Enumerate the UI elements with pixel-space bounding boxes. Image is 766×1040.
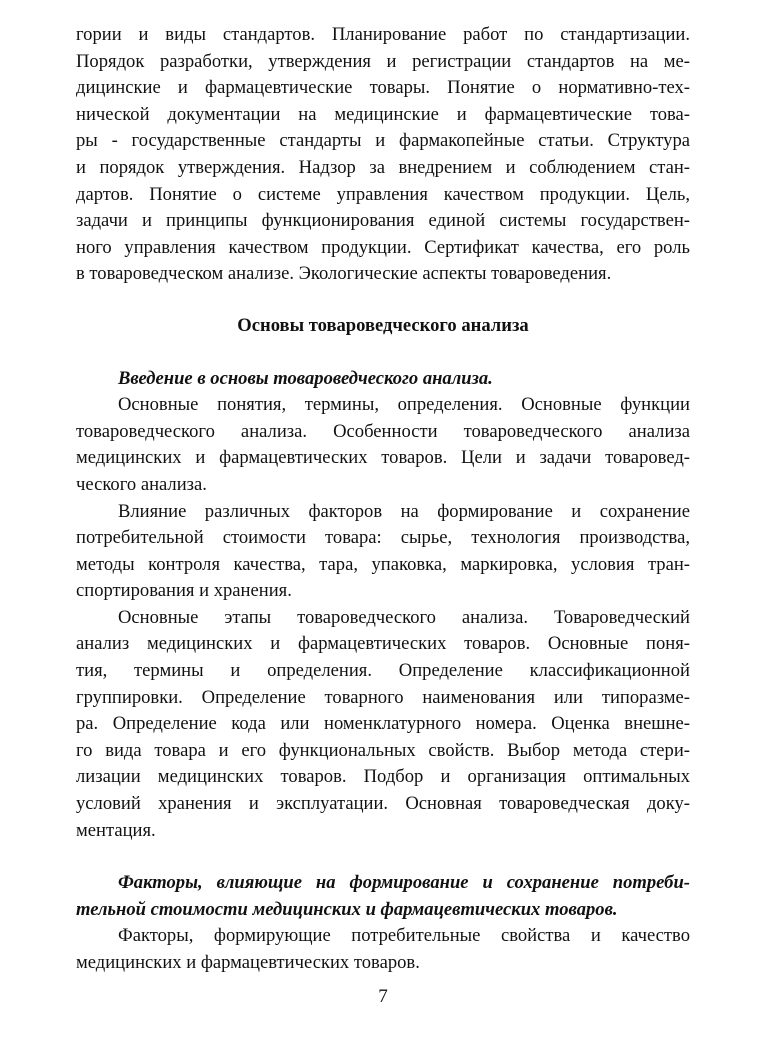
text-line: спортирования и хранения.	[76, 580, 292, 602]
paragraph	[76, 392, 690, 498]
text-line: группировки. Определение товарного наименования или типоразме-	[76, 686, 690, 708]
text-line: тия, термины и определения. Определение классификационной	[76, 660, 690, 682]
text-line: дицинские и фармацевтические товары. Понятие о нормативно-тех-	[76, 77, 690, 99]
text-line: и порядок утверждения. Надзор за внедрением и соблюдением стан-	[76, 156, 690, 178]
text-line: медицинских и фармацевтических товаров. Цели и задачи товаровед-	[76, 447, 690, 469]
text-line: лизации медицинских товаров. Подбор и организация оптимальных	[76, 766, 690, 788]
text-line: Основные понятия, термины, определения. Основные функции	[118, 394, 690, 416]
text-line: го вида товара и его функциональных свойств. Выбор метода стери-	[76, 739, 690, 761]
paragraph	[76, 605, 690, 844]
text-line: анализ медицинских и фармацевтических товаров. Основные поня-	[76, 633, 690, 655]
paragraph	[76, 499, 690, 605]
text-line: Факторы, формирующие потребительные свойства и качество	[118, 925, 690, 947]
text-line: Основные этапы товароведческого анализа. Товароведческий	[118, 606, 690, 628]
text-line: Порядок разработки, утверждения и регистрации стандартов на ме-	[76, 50, 690, 72]
subsection-title: Факторы, влияющие на формирование и сохранение потреби-	[118, 872, 690, 894]
text-line: ра. Определение кода или номенклатурного номера. Оценка внешне-	[76, 713, 690, 735]
text-line: задачи и принципы функционирования единой системы государствен-	[76, 210, 690, 232]
paragraph	[76, 923, 690, 976]
text-line: дартов. Понятие о системе управления качеством продукции. Цель,	[76, 183, 690, 205]
spacer	[76, 844, 690, 870]
text-line: ры - государственные стандарты и фармакопейные статьи. Структура	[76, 130, 690, 152]
text-line: нической документации на медицинские и фармацевтические това-	[76, 103, 690, 125]
text-line: ческого анализа.	[76, 473, 207, 495]
page-body	[76, 22, 690, 977]
subsection-title: тельной стоимости медицинских и фармацевтических товаров.	[76, 898, 618, 920]
subsection-title: Введение в основы товароведческого анализа.	[118, 367, 493, 389]
text-line: ментация.	[76, 819, 156, 841]
page-number: 7	[378, 986, 388, 1007]
section-title: Основы товароведческого анализа	[237, 314, 529, 336]
text-line: методы контроля качества, тара, упаковка, маркировка, условия тран-	[76, 553, 690, 575]
text-line: гории и виды стандартов. Планирование работ по стандартизации.	[76, 24, 690, 45]
intro-paragraph	[76, 22, 690, 288]
subsection-factors	[76, 870, 690, 976]
text-line: условий хранения и эксплуатации. Основная товароведческая доку-	[76, 793, 690, 815]
text-line: товароведческого анализа. Особенности товароведческого анализа	[76, 420, 690, 442]
text-line: Влияние различных факторов на формирование и сохранение	[118, 500, 690, 522]
text-line: медицинских и фармацевтических товаров.	[76, 952, 420, 973]
text-line: в товароведческом анализе. Экологические аспекты товароведения.	[76, 263, 612, 285]
subsection-intro	[76, 366, 690, 845]
text-line: потребительной стоимости товара: сырье, технология производства,	[76, 527, 690, 549]
text-line: ного управления качеством продукции. Сертификат качества, его роль	[76, 236, 690, 258]
